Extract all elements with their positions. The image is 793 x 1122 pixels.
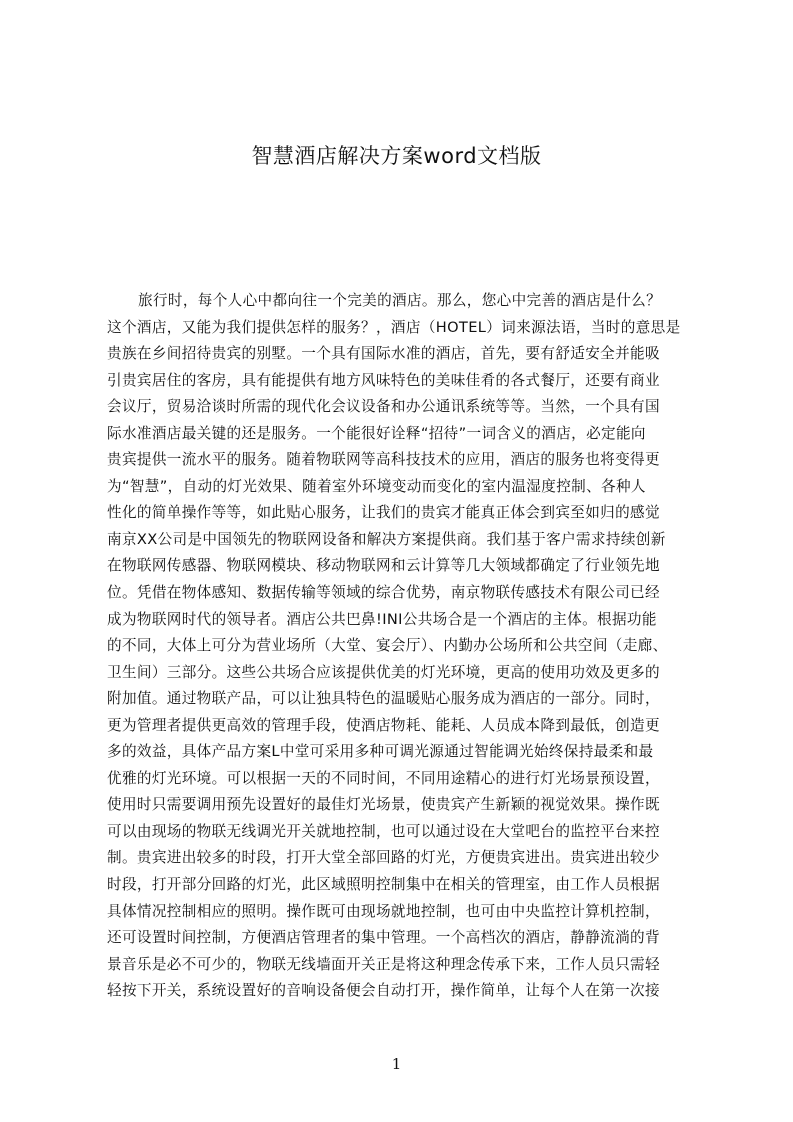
document-title: 智慧酒店解决方案word文档版: [251, 144, 542, 168]
text-line: 还可设置时间控制，方便酒店管理者的集中管理。一个高档次的酒店，静静流淌的背: [107, 929, 660, 947]
text-line: 的不同，大体上可分为营业场所（大堂、宴会厅）、内勤办公场所和公共空间（走廊、: [107, 637, 668, 655]
text-line: 位。凭借在物体感知、数据传输等领域的综合优势，南京物联传感技术有限公司已经: [107, 584, 660, 602]
text-line: 附加值。通过物联产品，可以让独具特色的温暖贴心服务成为酒店的一部分。同时，: [107, 690, 660, 708]
page-number: 1: [391, 1055, 402, 1073]
text-line: 引贵宾居住的客房，具有能提供有地方风味特色的美味佳肴的各式餐厅，还要有商业: [107, 371, 660, 389]
text-line: 优雅的灯光环境。可以根据一天的不同时间，不同用途精心的进行灯光场景预设置，: [107, 769, 660, 787]
text-line: 轻按下开关，系统设置好的音响设备便会自动打开，操作简单，让每个人在第一次接: [107, 982, 660, 1000]
text-line: 性化的简单操作等等，如此贴心服务，让我们的贵宾才能真正体会到宾至如归的感觉: [107, 504, 660, 522]
text-line: 南京XX公司是中国领先的物联网设备和解决方案提供商。我们基于客户需求持续创新: [107, 530, 666, 548]
text-line: 卫生间）三部分。这些公共场合应该提供优美的灯光环境，更高的使用功效及更多的: [107, 663, 660, 681]
text-line: 具体情况控制相应的照明。操作既可由现场就地控制，也可由中央监控计算机控制，: [107, 902, 660, 920]
text-line: 制。贵宾进出较多的时段，打开大堂全部回路的灯光，方便贵宾进出。贵宾进出较少: [107, 849, 660, 867]
text-line: 旅行时，每个人心中都向往一个完美的酒店。那么，您心中完善的酒店是什么？: [138, 292, 662, 309]
text-line: 使用时只需要调用预先设置好的最佳灯光场景，使贵宾产生新颖的视觉效果。操作既: [107, 796, 660, 814]
text-line: 贵宾提供一流水平的服务。随着物联网等高科技技术的应用，酒店的服务也将变得更: [107, 451, 660, 469]
text-line: 际水准酒店最关键的还是服务。一个能很好诠释“招待”一词含义的酒店，必定能向: [107, 424, 646, 442]
body-paragraph: [107, 288, 698, 1000]
text-line: 可以由现场的物联无线调光开关就地控制，也可以通过设在大堂吧台的监控平台来控: [107, 822, 660, 840]
text-line: 成为物联网时代的领导者。酒店公共巴鼻!INI公共场合是一个酒店的主体。根据功能: [107, 610, 657, 628]
text-line: 多的效益，具体产品方案L中堂可采用多种可调光源通过智能调光始终保持最柔和最: [107, 743, 654, 761]
text-line: 景音乐是必不可少的，物联无线墙面开关正是将这种理念传承下来，工作人员只需轻: [107, 955, 660, 973]
text-line: 这个酒店，又能为我们提供怎样的服务？，酒店（HOTEL）词来源法语，当时的意思是: [107, 318, 681, 336]
text-line: 时段，打开部分回路的灯光，此区域照明控制集中在相关的管理室，由工作人员根据: [107, 876, 660, 894]
text-line: 会议厅，贸易洽谈时所需的现代化会议设备和办公通讯系统等等。当然，一个具有国: [107, 398, 660, 416]
text-line: 更为管理者提供更高效的管理手段，使酒店物耗、能耗、人员成本降到最低，创造更: [107, 716, 660, 734]
text-line: 为“智慧”，自动的灯光效果、随着室外环境变动而变化的室内温湿度控制、各种人: [107, 477, 646, 495]
text-line: 贵族在乡间招待贵宾的别墅。一个具有国际水准的酒店，首先，要有舒适安全并能吸: [107, 345, 660, 363]
text-line: 在物联网传感器、物联网模块、移动物联网和云计算等几大领域都确定了行业领先地: [107, 557, 660, 575]
